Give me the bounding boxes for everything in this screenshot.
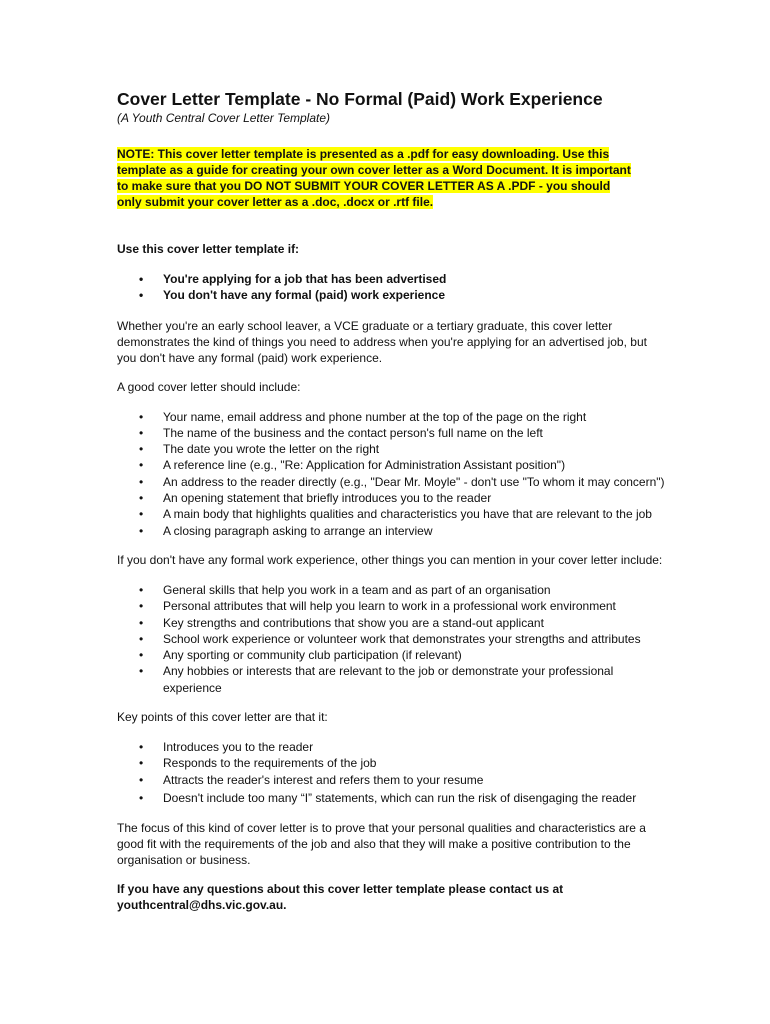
list-item: • Any sporting or community club participation (if relevant) [139,648,462,663]
use-if-heading: Use this cover letter template if: [117,242,300,256]
bullet-icon: • [139,582,144,597]
bullet-icon: • [139,272,144,286]
use-if-list [117,271,665,304]
list-item: • General skills that help you work in a team and as part of an organisation [139,582,551,597]
list-item: • An opening statement that briefly introduces you to the reader [139,491,492,506]
list-item: • Any hobbies or interests that are relevant to the job or demonstrate your professional experience [139,664,614,695]
list-item: • The date you wrote the letter on the right [139,442,380,457]
list-item: • Introduces you to the reader [139,740,314,755]
intro-paragraph: Whether you're an early school leaver, a VCE graduate or a tertiary graduate, this cover letter demonstrates the kind of things you need to address when you're applying for an advertised job, but you don't have any formal (paid) work experience. [117,318,647,365]
bullet-icon: • [139,409,144,424]
list-item: • A closing paragraph asking to arrange an interview [139,523,433,538]
note-text: NOTE: This cover letter template is presented as a .pdf for easy downloading. Use this template as a guide for creating your own cover letter as a Word Document. It is important to make sure that you DO NOT SUBMIT YOUR COVER LETTER AS A .PDF - you should only submit your cover letter as a .doc, .docx or .rtf file. [117,147,631,209]
bullet-icon: • [139,523,144,538]
list-item: • The name of the business and the contact person's full name on the left [139,425,543,440]
list-item: • Responds to the requirements of the job [139,756,377,771]
list-item: • Personal attributes that will help you learn to work in a professional work environment [139,599,616,614]
bullet-icon: • [139,756,144,771]
bullet-icon: • [139,664,144,679]
document-subtitle: (A Youth Central Cover Letter Template) [117,111,330,125]
bullet-icon: • [139,631,144,646]
key-points-heading: Key points of this cover letter are that it: [117,710,328,725]
bullet-icon: • [139,615,144,630]
bullet-icon: • [139,491,144,506]
contact-paragraph: If you have any questions about this cover letter template please contact us at youthcentral@dhs.vic.gov.au. [117,882,564,913]
list-item: • Your name, email address and phone number at the top of the page on the right [139,409,587,424]
bullet-icon: • [139,458,144,473]
bullet-icon: • [139,474,144,489]
list-item: • A main body that highlights qualities and characteristics you have that are relevant to the job [139,507,652,522]
list-item: • Key strengths and contributions that show you are a stand-out applicant [139,615,544,630]
focus-paragraph: The focus of this kind of cover letter is to prove that your personal qualities and characteristics are a good fit with the requirements of the job and also that they will make a positive contribution to the organisation or business. [117,821,646,868]
bullet-icon: • [139,740,144,755]
list-item: • A reference line (e.g., "Re: Application for Administration Assistant position") [139,458,566,473]
include-heading: A good cover letter should include: [117,379,301,394]
experience-list [117,582,665,696]
include-list [117,409,665,539]
bullet-icon: • [139,425,144,440]
bullet-icon: • [139,648,144,663]
document-page [117,88,665,913]
list-item: • School work experience or volunteer work that demonstrates your strengths and attributes [139,631,641,646]
key-points-list [117,739,665,806]
highlighted-note [117,146,637,210]
list-item: • An address to the reader directly (e.g., "Dear Mr. Moyle" - don't use "To whom it may concern") [139,474,665,489]
list-item: • You don't have any formal (paid) work experience [139,288,446,303]
experience-heading: If you don't have any formal work experience, other things you can mention in your cover letter include: [117,552,663,567]
bullet-icon: • [139,507,144,522]
bullet-icon: • [139,599,144,614]
bullet-icon: • [139,790,144,805]
document-title: Cover Letter Template - No Formal (Paid) Work Experience [117,89,603,109]
list-item: • Doesn't include too many “I” statements, which can run the risk of disengaging the reader [139,790,637,805]
bullet-icon: • [139,288,144,303]
bullet-icon: • [139,772,144,787]
list-item: • Attracts the reader's interest and refers them to your resume [139,772,484,787]
list-item: • You're applying for a job that has been advertised [139,272,447,286]
bullet-icon: • [139,442,144,457]
